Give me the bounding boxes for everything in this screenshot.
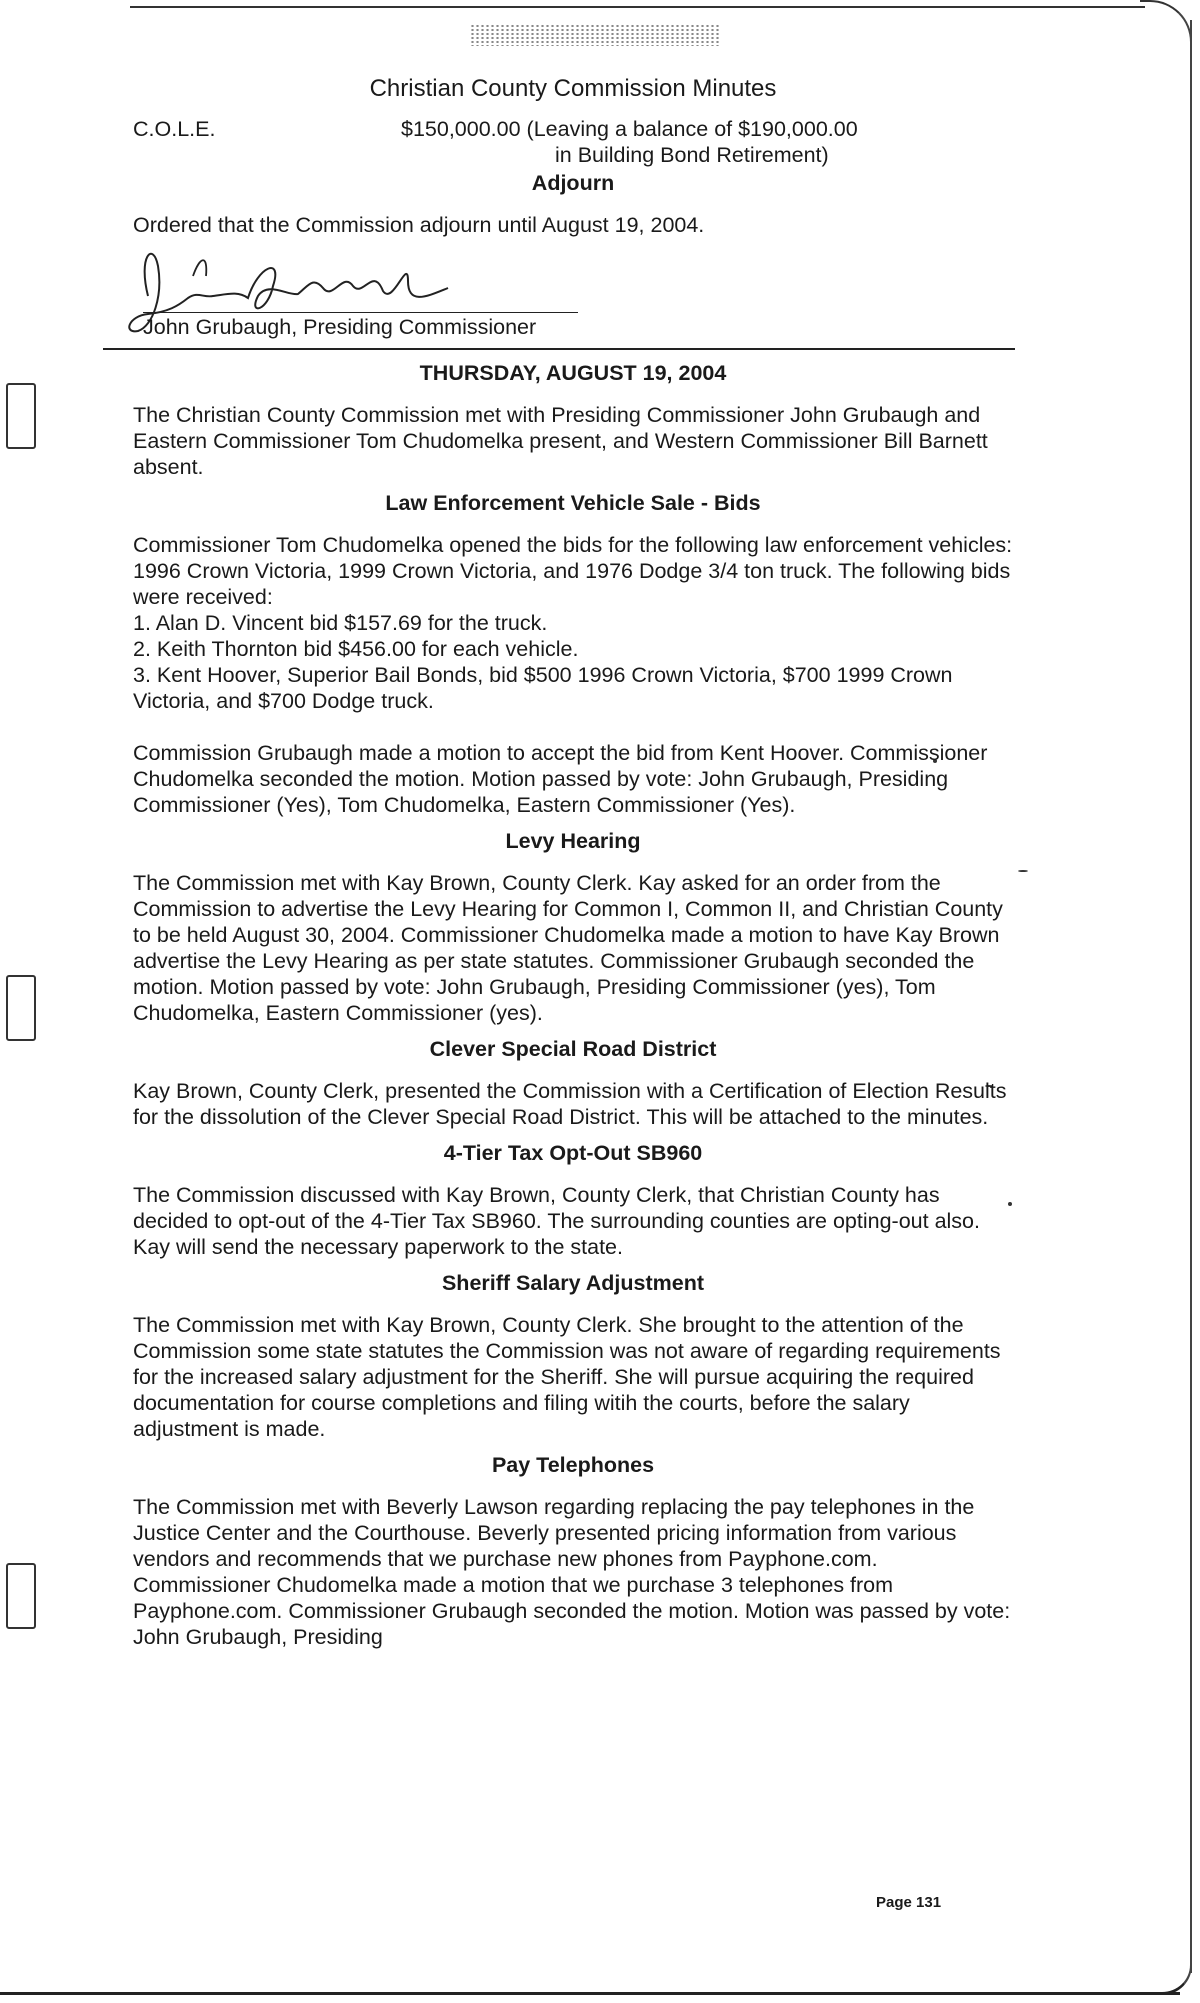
page-number: Page 131 xyxy=(876,1894,942,1911)
law-heading: Law Enforcement Vehicle Sale - Bids xyxy=(385,491,761,515)
sheriff-heading: Sheriff Salary Adjustment xyxy=(441,1271,705,1295)
sheriff-paragraph: The Commission met with Kay Brown, County Clerk. She brought to the attention of the Commission some state statutes the Commission was not aware of regarding requirements for the increased salary adjustment for the Sheriff. She will pursue acquiring the required documentation for course completions and filing witih the courts, before the salary adjustment is made. xyxy=(133,1313,1001,1441)
law-motion-paragraph: Commission Grubaugh made a motion to accept the bid from Kent Hoover. Commissioner Chudomelka seconded the motion. Motion passed by vote: John Grubaugh, Presiding Commissioner (Yes), Tom Chudomelka, Eastern Commissioner (Yes). xyxy=(133,741,988,817)
levy-heading: Levy Hearing xyxy=(505,829,641,853)
tax-paragraph: The Commission discussed with Kay Brown, County Clerk, that Christian County has decided to opt-out of the 4-Tier Tax SB960. The surrounding counties are opting-out also. Kay will send the necessary paperwork to the state. xyxy=(133,1183,980,1259)
scan-speck xyxy=(1018,870,1028,872)
signature-line xyxy=(143,312,578,313)
scan-stamp xyxy=(470,24,720,46)
page-border-right xyxy=(1190,20,1192,1973)
bid-item: 2. Keith Thornton bid $456.00 for each vehicle. xyxy=(133,637,579,661)
meeting-intro: The Christian County Commission met with Presiding Commissioner John Grubaugh and Eastern Commissioner Tom Chudomelka present, and Western Commissioner Bill Barnett absent. xyxy=(133,403,988,479)
law-paragraph: Commissioner Tom Chudomelka opened the bids for the following law enforcement vehicles: 1996 Crown Victoria, 1999 Crown Victoria, and 1976 Dodge 3/4 ton truck. The following bids were received: xyxy=(133,533,1013,609)
document-body xyxy=(133,70,1013,1650)
cole-note: in Building Bond Retirement) xyxy=(555,143,829,167)
page-border-bottom xyxy=(0,1992,1180,1995)
punch-hole xyxy=(6,383,36,449)
document-title: Christian County Commission Minutes xyxy=(369,75,777,102)
page-border-top xyxy=(130,6,1145,8)
bid-item: 1. Alan D. Vincent bid $157.69 for the truck. xyxy=(133,611,548,635)
levy-paragraph: The Commission met with Kay Brown, County Clerk. Kay asked for an order from the Commission to advertise the Levy Hearing for Common I, Common II, and Christian County to be held August 30, 2004. Commissioner Chudomelka made a motion to have Kay Brown advertise the Levy Hearing as per state statutes. Commissioner Grubaugh seconded the motion. Motion passed by vote: John Grubaugh, Presiding Commissioner (yes), Tom Chudomelka, Eastern Commissioner (yes). xyxy=(133,871,1003,1025)
adjourn-text: Ordered that the Commission adjourn until August 19, 2004. xyxy=(133,213,705,237)
page-corner-bottom-right xyxy=(1160,1962,1192,1995)
page-corner-top-right xyxy=(1140,0,1192,42)
signature-block xyxy=(133,248,1013,344)
punch-hole xyxy=(6,1563,36,1629)
clever-paragraph: Kay Brown, County Clerk, presented the Commission with a Certification of Election Results for the dissolution of the Clever Special Road District. This will be attached to the minutes. xyxy=(133,1079,1007,1129)
spacer xyxy=(133,714,1013,740)
tax-heading: 4-Tier Tax Opt-Out SB960 xyxy=(443,1141,703,1165)
phones-heading: Pay Telephones xyxy=(491,1453,655,1477)
cole-row xyxy=(133,116,1013,168)
cole-amount: $150,000.00 (Leaving a balance of $190,000.00 xyxy=(401,117,858,141)
phones-paragraph: The Commission met with Beverly Lawson regarding replacing the pay telephones in the Justice Center and the Courthouse. Beverly presented pricing information from various vendors and recommends that we purchase new phones from Payphone.com. Commissioner Chudomelka made a motion that we purchase 3 telephones from Payphone.com. Commissioner Grubaugh seconded the motion. Motion was passed by vote: John Grubaugh, Presiding xyxy=(133,1495,1011,1649)
bid-item: 3. Kent Hoover, Superior Bail Bonds, bid $500 1996 Crown Victoria, $700 1999 Crown Victoria, and $700 Dodge truck. xyxy=(133,663,953,713)
section-divider xyxy=(103,348,1015,350)
clever-heading: Clever Special Road District xyxy=(429,1037,717,1061)
punch-hole xyxy=(6,975,36,1041)
cole-label: C.O.L.E. xyxy=(133,117,216,141)
adjourn-heading: Adjourn xyxy=(531,171,615,195)
meeting-date-heading: THURSDAY, AUGUST 19, 2004 xyxy=(419,361,727,385)
signature-name: John Grubaugh, Presiding Commissioner xyxy=(143,315,537,339)
